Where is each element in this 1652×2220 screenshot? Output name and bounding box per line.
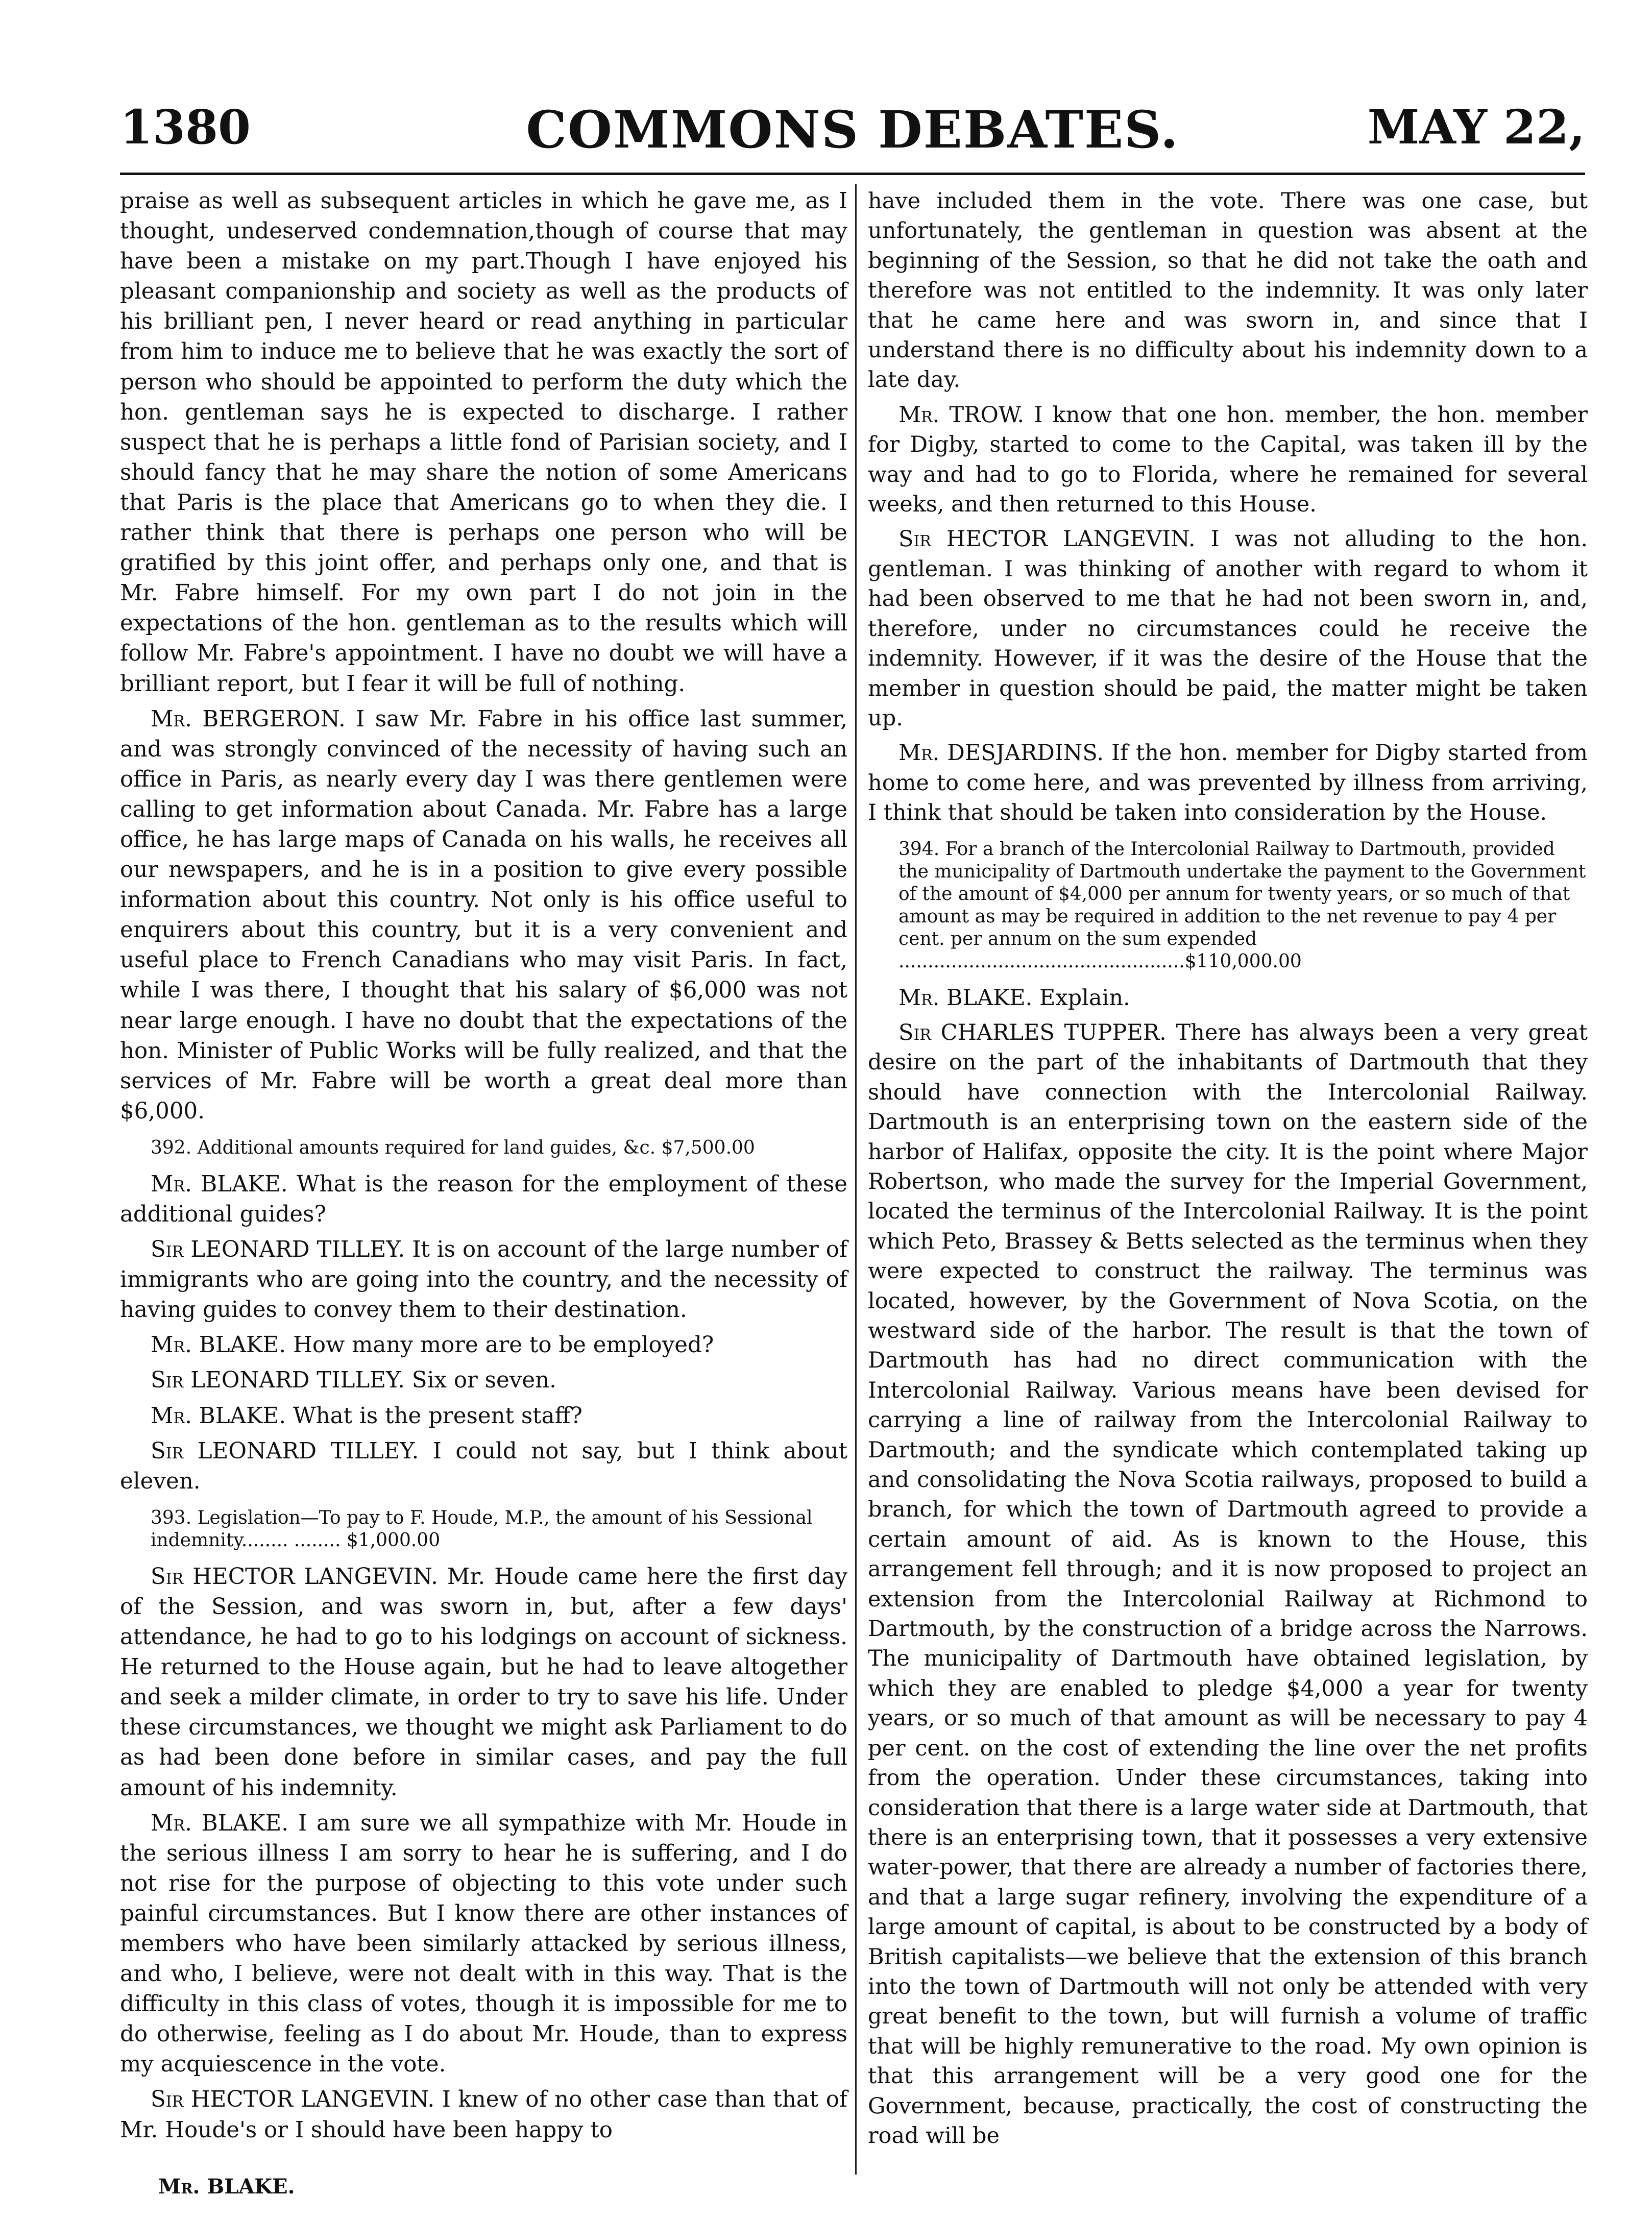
speaker-name: Mr. BLAKE. xyxy=(151,1171,288,1197)
vote-item: 394. For a branch of the Intercolonial Railway to Dartmouth, provided the municipality of Dartmouth undertake the payment to the Government of the amount of $4,000 per annum for twenty years, or so much of that amount as may be required in addition to the net revenue to pay 4 per cent. per annum on the sum expended .................................................$110,000.00 xyxy=(898,838,1586,972)
speaker-name: Sir CHARLES TUPPER. xyxy=(898,1019,1167,1045)
speech-paragraph xyxy=(120,1562,847,1803)
speech-text: I saw Mr. Fabre in his office last summer, and was strongly convinced of the necessity of having such an office in Paris, as nearly every day I was there gentlemen were calling to get information about Canada. Mr. Fabre has a large office, he has large maps of Canada on his walls, he receives all our newspapers, and he is in a position to give every possible information about this country. Not only is his office useful to enquirers about this country, but it is a very convenient and useful place to French Canadians who may visit Paris. In fact, while I was there, I thought that his salary of $6,000 was not near large enough. I have no doubt that the expectations of the hon. Minister of Public Works will be fully realized, and that the services of Mr. Fabre will be worth a great deal more than $6,000. xyxy=(120,706,847,1124)
paragraph: praise as well as subsequent articles in which he gave me, as I thought, undeserved condemnation,though of course that may have been a mistake on my part.Though I have enjoyed his pleasant companionship and society as well as the products of his brilliant pen, I never heard or read anything in particular from him to induce me to believe that he was exactly the sort of person who should be appointed to perform the duty which the hon. gentleman says he is expected to discharge. I rather suspect that he is perhaps a little fond of Parisian society, and I should fancy that he may share the notion of some Americans that Paris is the place that Americans go to when they die. I rather think that there is perhaps one person who will be gratified by this joint offer, and perhaps only one, and that is Mr. Fabre himself. For my own part I do not join in the expectations of the hon. gentleman as to the results which will follow Mr. Fabre's appointment. I have no doubt we will have a brilliant report, but I fear it will be full of nothing. xyxy=(120,188,847,697)
speech-text: I know that one hon. member, the hon. member for Digby, started to come to the Capital, was taken ill by the way and had to go to Florida, where he remained for several weeks, and then returned to this House. xyxy=(868,402,1588,518)
speech-paragraph xyxy=(120,1809,847,2080)
speaker-name: Mr. BLAKE. xyxy=(151,1810,289,1836)
speech-text: I could not say, but I think about eleven. xyxy=(120,1438,847,1494)
speech-text: I knew of no other case than that of Mr. Houde's or I should have been happy to xyxy=(120,2087,848,2143)
speaker-name: Mr. BLAKE. xyxy=(898,985,1033,1011)
speech-text: How many more are to be employed? xyxy=(293,1332,714,1358)
speech-paragraph xyxy=(868,524,1588,733)
speaker-name: Sir HECTOR LANGEVIN. xyxy=(898,526,1196,552)
speech-paragraph xyxy=(868,738,1588,827)
speech-text: Mr. Houde came here the first day of the Session, and was sworn in, but, after a few days' attendance, he had to go to his lodgings on account of sickness. He returned to the House again, but he had to leave altogether and seek a milder climate, in order to try to save his life. Under these circumstances, we thought we might ask Parliament to do as had been done before in similar cases, and pay the full amount of his indemnity. xyxy=(120,1564,847,1801)
vote-item: 392. Additional amounts required for land guides, &c. $7,500.00 xyxy=(151,1137,755,1158)
page-date: MAY 22, xyxy=(1367,100,1585,155)
speech-text: What is the present staff? xyxy=(293,1403,582,1429)
speaker-name: Sir HECTOR LANGEVIN. xyxy=(151,1564,438,1590)
speaker-name: Sir LEONARD TILLEY. xyxy=(151,1237,405,1263)
speaker-name: Mr. TROW. xyxy=(898,402,1025,428)
speech-text: I am sure we all sympathize with Mr. Houde in the serious illness I am sorry to hear he is suffering, and I do not rise for the purpose of objecting to this vote under such painful circumstances. But I know there are other instances of members who have been similarly attacked by serious illness, and who, I believe, were not dealt with in this way. That is the difficulty in this class of votes, though it is impossible for me to do otherwise, feeling as I do about Mr. Houde, than to express my acquiescence in the vote. xyxy=(120,1810,847,2078)
speaker-name: Mr. DESJARDINS. xyxy=(898,740,1104,766)
header-rule xyxy=(120,173,1585,175)
speaker-name: Sir LEONARD TILLEY. xyxy=(151,1438,419,1464)
page-number: 1380 xyxy=(120,100,251,155)
speech-paragraph xyxy=(120,2085,847,2145)
speech-text: If the hon. member for Digby started from home to come here, and was prevented by illness from arriving, I think that should be taken into consideration by the House. xyxy=(868,740,1588,826)
speech-paragraph xyxy=(868,1018,1588,2151)
speaker-name: Mr. BERGERON. xyxy=(151,706,346,732)
speaker-name: Sir LEONARD TILLEY. xyxy=(151,1368,405,1394)
paragraph: have included them in the vote. There was one case, but unfortunately, the gentleman in question was absent at the beginning of the Session, so that he did not take the oath and therefore was not entitled to the indemnity. It was only later that he came here and was sworn in, and since that I understand there is no difficulty about his indemnity down to a late day. xyxy=(868,188,1588,393)
speech-text: I was not alluding to the hon. gentleman. I was thinking of another with regard to whom it had been observed to me that he had not been sworn in, and, therefore, under no circumstances could he receive the indemnity. However, if it was the desire of the House that the member in question should be paid, the matter might be taken up. xyxy=(868,526,1588,731)
left-column xyxy=(120,186,847,2151)
speech-paragraph xyxy=(868,400,1588,520)
speaker-name: Mr. BLAKE. xyxy=(151,1332,286,1358)
speech-text: It is on account of the large number of immigrants who are going into the country, and the necessity of having guides to convey them to their destination. xyxy=(120,1237,847,1323)
speech-paragraph xyxy=(120,704,847,1127)
speech-paragraph xyxy=(120,1235,847,1325)
right-column xyxy=(868,186,1588,2156)
page-header xyxy=(120,94,1585,166)
speech-paragraph xyxy=(120,1169,847,1230)
column-divider xyxy=(855,184,857,2175)
vote-item: 393. Legislation—To pay to F. Houde, M.P., the amount of his Sessional indemnity........ ........ $1,000.00 xyxy=(151,1507,813,1551)
page-title: COMMONS DEBATES. xyxy=(526,100,1179,160)
speech-paragraph xyxy=(120,1365,847,1396)
speech-text: There has always been a very great desire on the part of the inhabitants of Dartmouth that they should have connection with the Intercolonial Railway. Dartmouth is an enterprising town on the eastern side of the harbor of Halifax, opposite the city. It is the point where Major Robertson, who made the survey for the Imperial Government, located the terminus of the Intercolonial Railway. It is the point which Peto, Brassey & Betts selected as the terminus when they were expected to construct the railway. The terminus was located, however, by the Government of Nova Scotia, on the westward side of the harbor. The result is that the town of Dartmouth has had no direct communication with the Intercolonial Railway. Various means have been devised for carrying a line of railway from the Intercolonial Railway to Dartmouth; and the syndicate which contemplated taking up and consolidating the Nova Scotia railways, proposed to build a branch, for which the town of Dartmouth agreed to provide a certain amount of aid. As is known to the House, this arrangement fell through; and it is now proposed to project an extension from the Intercolonial Railway at Richmond to Dartmouth, by the construction of a bridge across the Narrows. The municipality of Dartmouth have obtained legislation, by which they are enabled to pledge $4,000 a year for twenty years, or so much of that amount as will be necessary to pay 4 per cent. on the cost of extending the line over the net profits from the operation. Under these circumstances, taking into consideration that there is a large water side at Dartmouth, that there is an enterprising town, that it possesses a very extensive water-power, that there are already a number of factories there, and that a large sugar refinery, involving the expenditure of a large amount of capital, is about to be constructed by a body of British capitalists—we believe that the extension of this branch into the town of Dartmouth will not only be attended with very great benefit to the town, but will furnish a volume of traffic that will be highly remunerative to the road. My own opinion is that this arrangement will be a very good one for the Government, because, practically, the cost of constructing the road will be xyxy=(868,1019,1588,2149)
speaker-name: Sir HECTOR LANGEVIN. xyxy=(151,2087,435,2113)
speech-text: Explain. xyxy=(1039,985,1130,1011)
speech-text: Six or seven. xyxy=(411,1368,556,1394)
speech-paragraph xyxy=(868,983,1588,1013)
catchword: Mr. BLAKE. xyxy=(158,2175,295,2199)
speech-paragraph xyxy=(120,1436,847,1497)
speech-paragraph xyxy=(120,1330,847,1360)
speech-text: What is the reason for the employment of these additional guides? xyxy=(120,1171,847,1227)
speaker-name: Mr. BLAKE. xyxy=(151,1403,286,1429)
speech-paragraph xyxy=(120,1401,847,1431)
